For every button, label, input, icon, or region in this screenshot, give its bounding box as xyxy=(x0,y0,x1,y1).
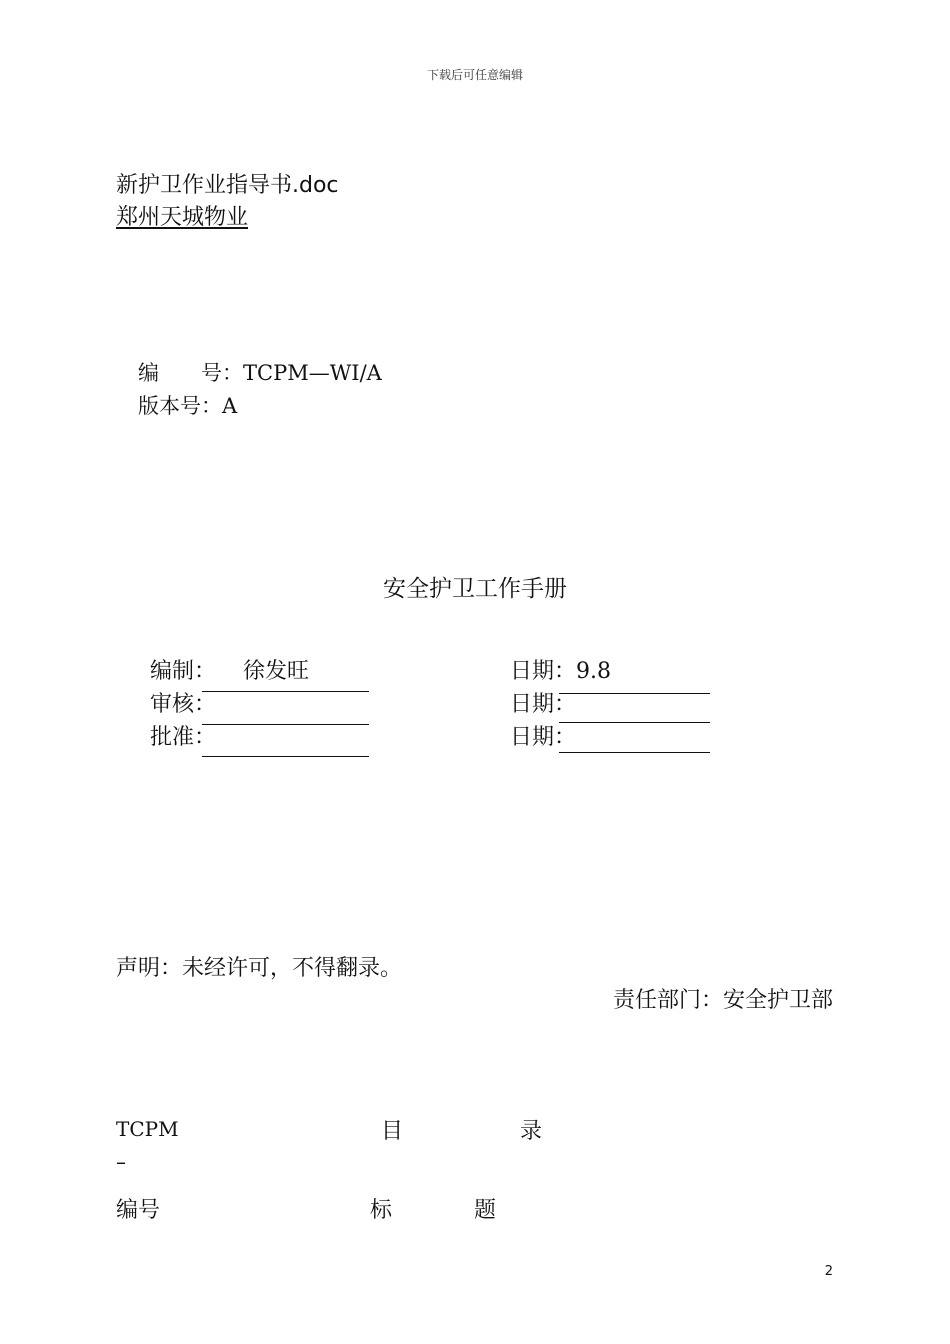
approved-signature-line xyxy=(202,756,369,757)
copyright-declaration: 声明：未经许可，不得翻录。 xyxy=(116,956,403,981)
compiled-date-line xyxy=(559,693,710,694)
version-row xyxy=(138,390,237,420)
manual-title: 安全护卫工作手册 xyxy=(383,576,567,602)
document-code-label: 编 号： xyxy=(138,361,243,385)
toc-title-char-2: 录 xyxy=(520,1119,543,1144)
approved-date-line xyxy=(559,752,710,753)
compiled-date-value: 9.8 xyxy=(576,659,612,684)
reviewed-date-line xyxy=(559,722,710,723)
document-code-value: TCPM—WI/A xyxy=(243,361,382,385)
toc-column-title-char-1: 标 xyxy=(370,1198,393,1223)
toc-prefix: TCPM xyxy=(116,1117,179,1141)
toc-column-number: 编号 xyxy=(116,1198,161,1223)
page-header-note: 下载后可任意编辑 xyxy=(426,68,523,82)
document-filename: 新护卫作业指导书.doc xyxy=(116,173,339,198)
approved-by-label: 批准： xyxy=(150,725,217,750)
compiled-signature-line xyxy=(202,691,369,692)
toc-prefix-dash: – xyxy=(116,1150,126,1174)
company-name: 郑州天城物业 xyxy=(116,205,249,230)
compiled-by-name: 徐发旺 xyxy=(243,659,310,684)
compiled-by-label: 编制： xyxy=(150,659,217,684)
compiled-date-label: 日期： xyxy=(510,659,577,684)
approved-date-label: 日期： xyxy=(510,725,577,750)
document-code-row xyxy=(138,357,382,387)
version-value: A xyxy=(222,394,238,418)
reviewed-by-label: 审核： xyxy=(150,692,217,717)
toc-title-char-1: 目 xyxy=(381,1119,404,1144)
reviewed-signature-line xyxy=(202,724,369,725)
version-label: 版本号： xyxy=(138,394,222,418)
reviewed-date-label: 日期： xyxy=(510,692,577,717)
toc-column-title-char-2: 题 xyxy=(474,1198,497,1223)
page-number: 2 xyxy=(824,1264,833,1279)
compiled-date-row xyxy=(510,654,611,685)
responsible-department: 责任部门：安全护卫部 xyxy=(612,988,833,1013)
